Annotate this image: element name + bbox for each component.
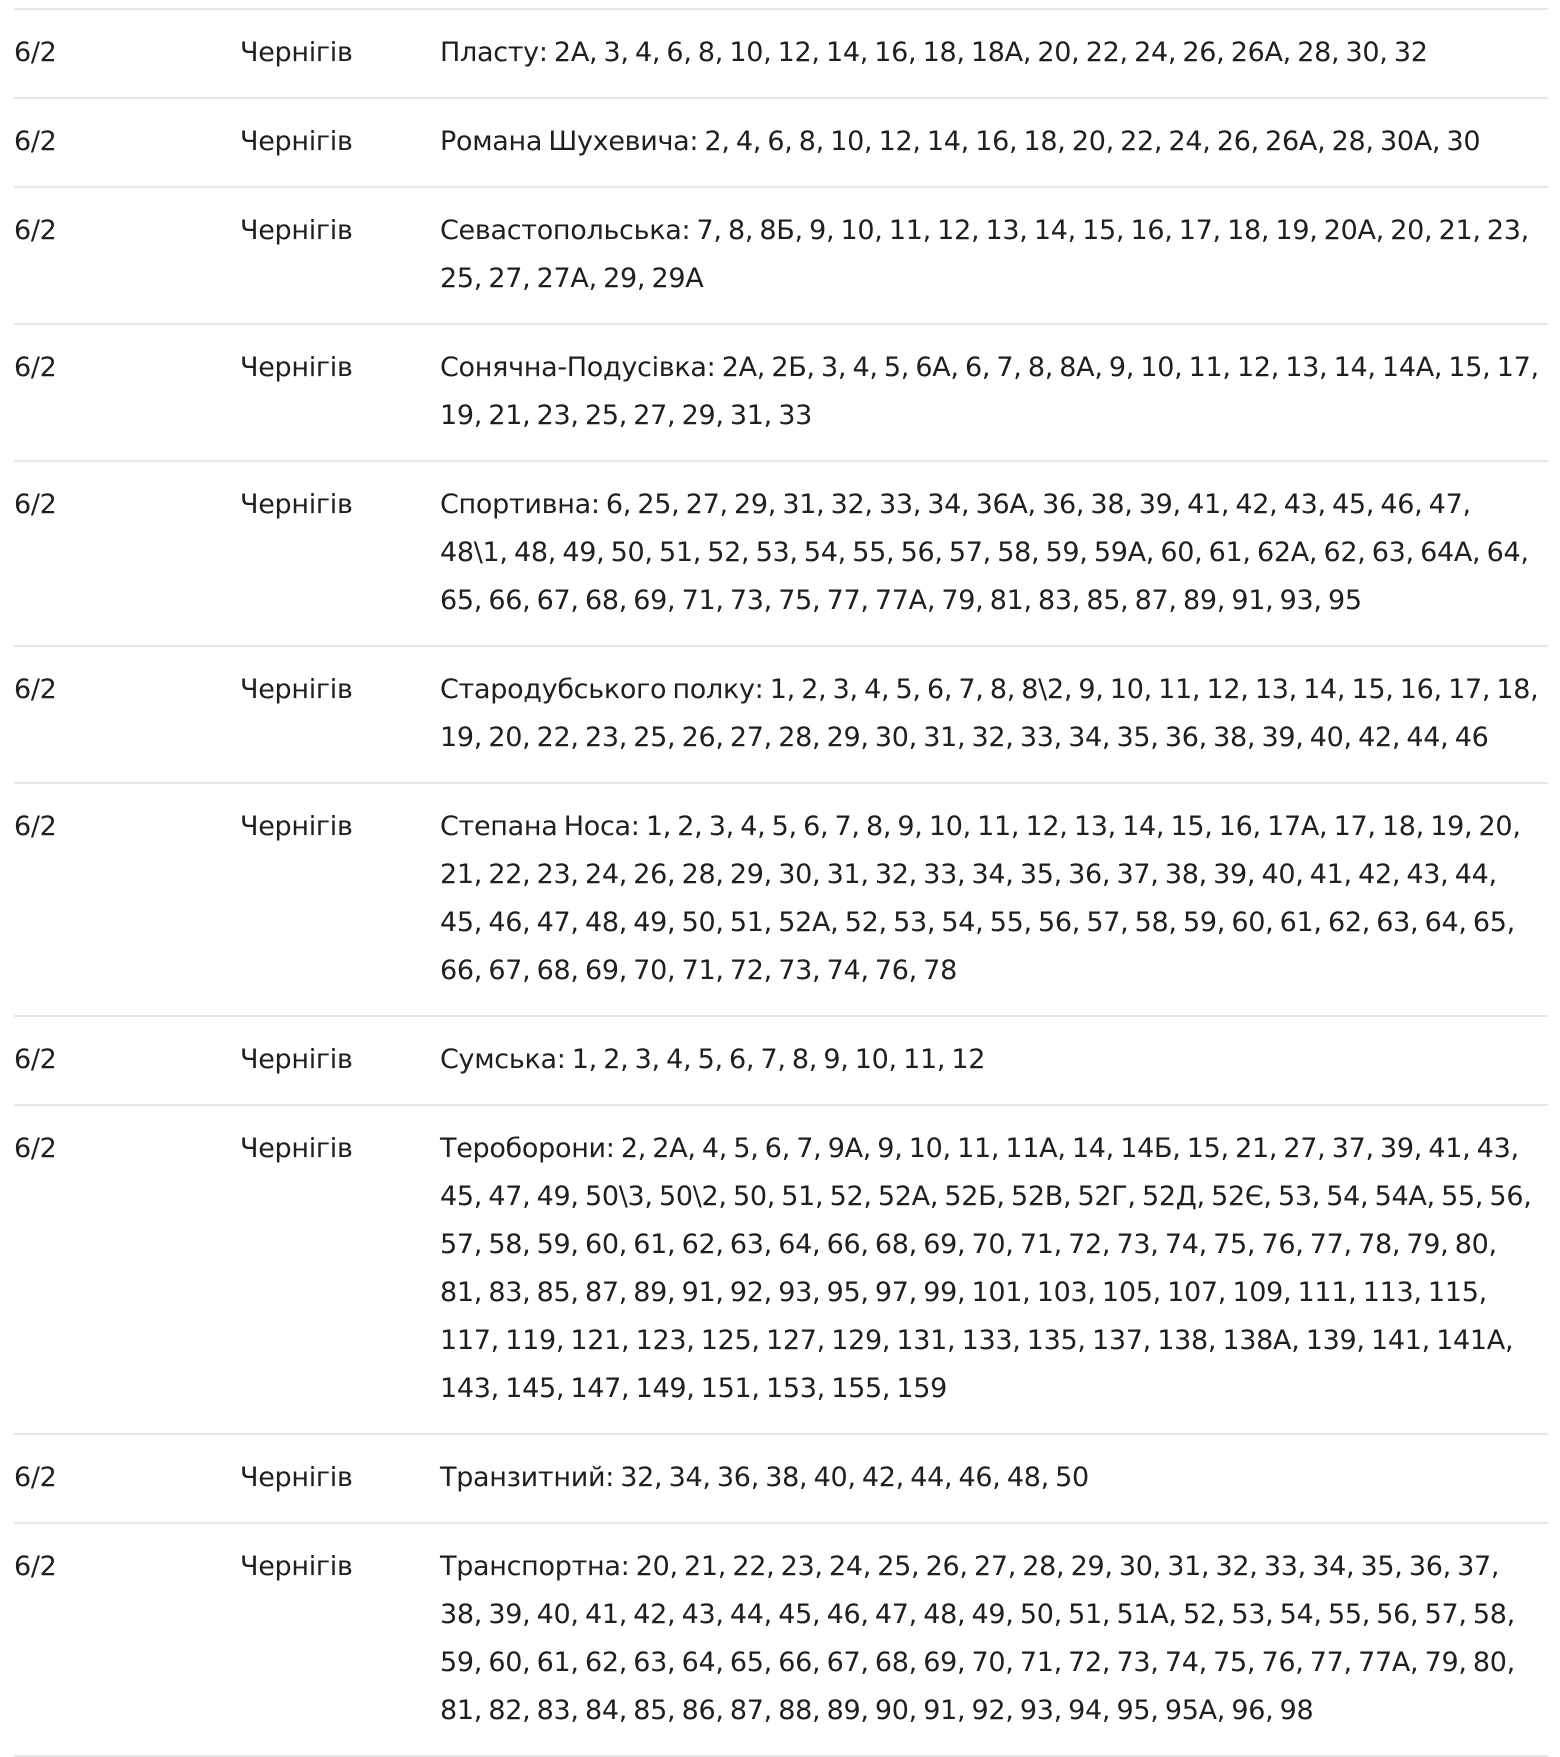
group-cell: 6/2 xyxy=(14,352,57,383)
city-cell: Чернігів xyxy=(240,126,353,157)
city-cell: Чернігів xyxy=(240,352,353,383)
address-cell: Сонячна-Подусівка: 2А, 2Б, 3, 4, 5, 6А, 6, 7, 8, 8А, 9, 10, 11, 12, 13, 14, 14А, 15, 17, 19, 21, 23, 25, 27, 29, 31, 33 xyxy=(440,352,1539,431)
table-row xyxy=(14,188,1548,325)
group-cell: 6/2 xyxy=(14,811,57,842)
group-cell: 6/2 xyxy=(14,215,57,246)
table-row xyxy=(14,1524,1548,1757)
group-cell: 6/2 xyxy=(14,37,57,68)
table-row xyxy=(14,784,1548,1017)
city-cell: Чернігів xyxy=(240,811,353,842)
address-cell: Транспортна: 20, 21, 22, 23, 24, 25, 26, 27, 28, 29, 30, 31, 32, 33, 34, 35, 36, 37, 38, 39, 40, 41, 42, 43, 44, 45, 46, 47, 48, 49, 50, 51, 51А, 52, 53, 54, 55, 56, 57, 58, 59, 60, 61, 62, 63, 64, 65, 66, 67, 68, 69, 70, 71, 72, 73, 74, 75, 76, 77, 77А, 79, 80, 81, 82, 83, 84, 85, 86, 87, 88, 89, 90, 91, 92, 93, 94, 95, 95А, 96, 98 xyxy=(440,1551,1515,1726)
table-row xyxy=(14,1106,1548,1435)
city-cell: Чернігів xyxy=(240,1044,353,1075)
group-cell: 6/2 xyxy=(14,1044,57,1075)
city-cell: Чернігів xyxy=(240,489,353,520)
table-row xyxy=(14,1017,1548,1106)
city-cell: Чернігів xyxy=(240,1551,353,1582)
city-cell: Чернігів xyxy=(240,37,353,68)
group-cell: 6/2 xyxy=(14,489,57,520)
address-cell: Спортивна: 6, 25, 27, 29, 31, 32, 33, 34, 36А, 36, 38, 39, 41, 42, 43, 45, 46, 47, 48\1, 48, 49, 50, 51, 52, 53, 54, 55, 56, 57, 58, 59, 59А, 60, 61, 62А, 62, 63, 64А, 64, 65, 66, 67, 68, 69, 71, 73, 75, 77, 77А, 79, 81, 83, 85, 87, 89, 91, 93, 95 xyxy=(440,489,1529,616)
address-cell: Севастопольська: 7, 8, 8Б, 9, 10, 11, 12, 13, 14, 15, 16, 17, 18, 19, 20А, 20, 21, 23, 25, 27, 27А, 29, 29А xyxy=(440,215,1529,294)
address-cell: Стародубського полку: 1, 2, 3, 4, 5, 6, 7, 8, 8\2, 9, 10, 11, 12, 13, 14, 15, 16, 17, 18, 19, 20, 22, 23, 25, 26, 27, 28, 29, 30, 31, 32, 33, 34, 35, 36, 38, 39, 40, 42, 44, 46 xyxy=(440,674,1539,753)
city-cell: Чернігів xyxy=(240,1133,353,1164)
table-row xyxy=(14,462,1548,647)
table-row xyxy=(14,99,1548,188)
city-cell: Чернігів xyxy=(240,215,353,246)
group-cell: 6/2 xyxy=(14,1133,57,1164)
group-cell: 6/2 xyxy=(14,126,57,157)
city-cell: Чернігів xyxy=(240,1462,353,1493)
address-cell: Транзитний: 32, 34, 36, 38, 40, 42, 44, 46, 48, 50 xyxy=(440,1462,1089,1493)
address-cell: Пласту: 2А, 3, 4, 6, 8, 10, 12, 14, 16, 18, 18А, 20, 22, 24, 26, 26А, 28, 30, 32 xyxy=(440,37,1428,68)
address-cell: Романа Шухевича: 2, 4, 6, 8, 10, 12, 14, 16, 18, 20, 22, 24, 26, 26А, 28, 30А, 30 xyxy=(440,126,1481,157)
address-cell: Степана Носа: 1, 2, 3, 4, 5, 6, 7, 8, 9, 10, 11, 12, 13, 14, 15, 16, 17А, 17, 18, 19, 20, 21, 22, 23, 24, 26, 28, 29, 30, 31, 32, 33, 34, 35, 36, 37, 38, 39, 40, 41, 42, 43, 44, 45, 46, 47, 48, 49, 50, 51, 52А, 52, 53, 54, 55, 56, 57, 58, 59, 60, 61, 62, 63, 64, 65, 66, 67, 68, 69, 70, 71, 72, 73, 74, 76, 78 xyxy=(440,811,1521,986)
group-cell: 6/2 xyxy=(14,674,57,705)
address-cell: Сумська: 1, 2, 3, 4, 5, 6, 7, 8, 9, 10, 11, 12 xyxy=(440,1044,986,1075)
outage-schedule-table xyxy=(14,8,1548,1757)
group-cell: 6/2 xyxy=(14,1551,57,1582)
table-row xyxy=(14,1435,1548,1524)
group-cell: 6/2 xyxy=(14,1462,57,1493)
city-cell: Чернігів xyxy=(240,674,353,705)
address-cell: Тероборони: 2, 2А, 4, 5, 6, 7, 9А, 9, 10, 11, 11А, 14, 14Б, 15, 21, 27, 37, 39, 41, 43, 45, 47, 49, 50\3, 50\2, 50, 51, 52, 52А, 52Б, 52В, 52Г, 52Д, 52Є, 53, 54, 54А, 55, 56, 57, 58, 59, 60, 61, 62, 63, 64, 66, 68, 69, 70, 71, 72, 73, 74, 75, 76, 77, 78, 79, 80, 81, 83, 85, 87, 89, 91, 92, 93, 95, 97, 99, 101, 103, 105, 107, 109, 111, 113, 115, 117, 119, 121, 123, 125, 127, 129, 131, 133, 135, 137, 138, 138А, 139, 141, 141А, 143, 145, 147, 149, 151, 153, 155, 159 xyxy=(440,1133,1532,1404)
table-row xyxy=(14,325,1548,462)
table-row xyxy=(14,647,1548,784)
table-row xyxy=(14,10,1548,99)
